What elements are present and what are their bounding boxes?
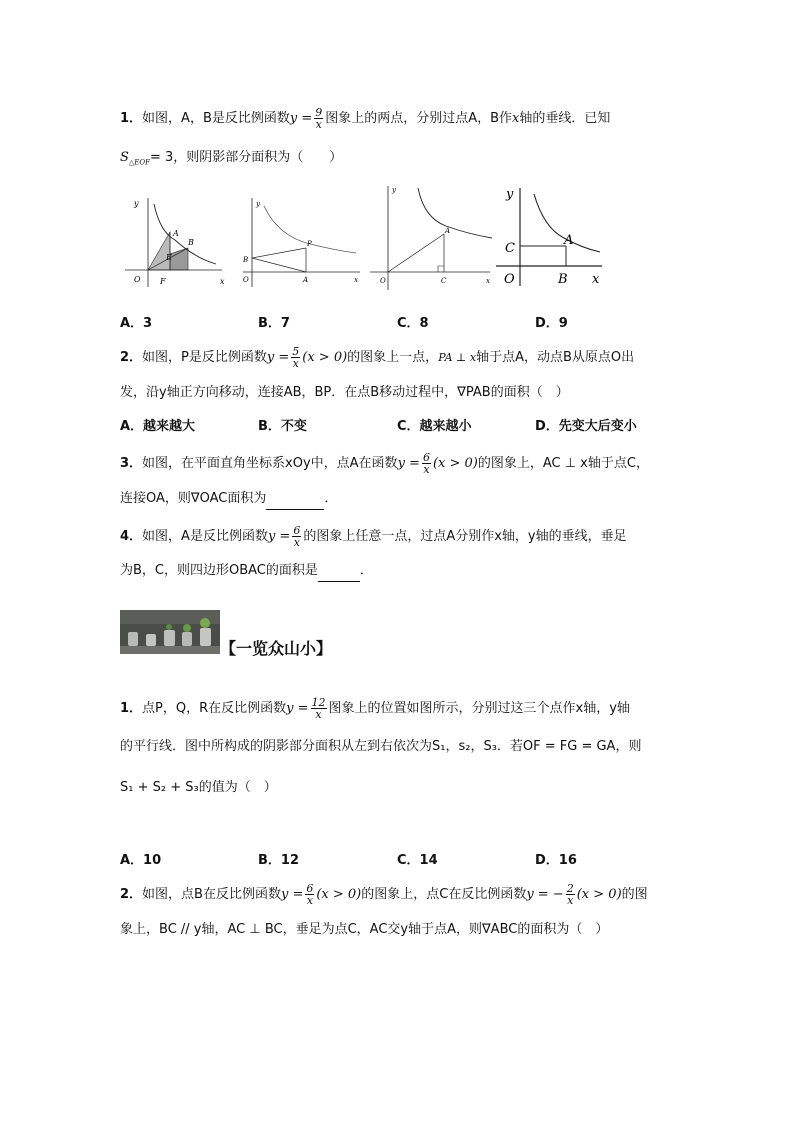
p1-option-a: A．10 xyxy=(120,853,162,868)
label-x: x xyxy=(354,276,358,284)
p1-line3: S₁ + S₂ + S₃的值为（ ） xyxy=(120,780,277,795)
q1-frac-num: 9 xyxy=(315,106,323,119)
label-o: O xyxy=(134,275,141,284)
q3-number: 3． xyxy=(120,456,143,471)
q3-cond: (x > 0) xyxy=(432,456,478,471)
q4-frac-den: x xyxy=(293,536,300,549)
q3-fraction xyxy=(422,452,431,475)
q2-option-b: B．不变 xyxy=(258,419,307,434)
label-y: y xyxy=(392,186,396,194)
label-f: F xyxy=(160,277,166,286)
p1-text-a: 点P，Q，R在反比例函数 xyxy=(142,701,287,716)
p2-text-b: 的图象上，点C在反比例函数 xyxy=(361,887,527,902)
label-b: B xyxy=(243,256,249,264)
right-angle-mark xyxy=(438,266,444,272)
p1-number: 1． xyxy=(120,701,143,716)
label-p: P xyxy=(307,240,312,248)
q3-line2 xyxy=(120,489,337,510)
q1-figure-2 xyxy=(238,192,363,292)
q2-option-a: A．越来越大 xyxy=(120,419,196,434)
q2-text-b: 的图象上一点， xyxy=(347,350,439,365)
label-y: y xyxy=(506,187,514,202)
jars-illustration-icon xyxy=(120,610,220,654)
p2-frac-num: 6 xyxy=(306,882,314,895)
label-a: A xyxy=(564,233,574,248)
p2-text-a: 如图，点B在反比例函数 xyxy=(142,887,281,902)
p1-frac-num: 12 xyxy=(311,696,326,709)
p2-frac-den: x xyxy=(306,894,313,907)
label-b: B xyxy=(558,272,568,287)
q1-option-a: A．3 xyxy=(120,316,153,331)
q1-fraction xyxy=(314,107,323,130)
p1-frac-den: x xyxy=(315,708,322,721)
label-x: x xyxy=(592,272,600,287)
hyperbola xyxy=(418,188,492,238)
p2-line2: 象上，BC // y轴，AC ⊥ BC，垂足为点C，AC交y轴于点A，则∇ABC的面积为（ ） xyxy=(120,922,609,937)
label-y: y xyxy=(134,199,139,208)
q2-pa: PA ⊥ x xyxy=(438,351,477,364)
label-x: x xyxy=(486,277,490,285)
q2-text-c: 轴于点A，动点B从原点O出 xyxy=(476,350,635,365)
p1-text-b: 图象上的位置如图所示，分别过这三个点作x轴，y轴 xyxy=(328,701,630,716)
label-b: B xyxy=(188,238,194,247)
p1-option-c: C．14 xyxy=(397,853,438,868)
q1-axis-x: x xyxy=(512,111,520,126)
segment-oa xyxy=(388,234,444,272)
p2-cond2: (x > 0) xyxy=(576,887,622,902)
q2-fraction xyxy=(291,346,300,369)
section-title: 【一览众山小】 xyxy=(220,639,333,658)
segment-ba xyxy=(252,258,306,272)
q1-text-c: 轴的垂线．已知 xyxy=(519,111,611,126)
q2-cond: (x > 0) xyxy=(302,350,348,365)
p1-line2: 的平行线．图中所构成的阴影部分面积从左到右依次为S₁，s₂，S₃．若OF = FG = GA，则 xyxy=(120,739,642,754)
q4-text-a: 如图，A是反比例函数 xyxy=(142,529,268,544)
label-o: O xyxy=(243,276,249,284)
p2-cond: (x > 0) xyxy=(316,887,362,902)
q4-number: 4． xyxy=(120,529,143,544)
p1-func-y: y = xyxy=(286,701,309,716)
q4-line1 xyxy=(120,525,627,548)
label-a: A xyxy=(445,227,451,235)
label-o: O xyxy=(380,277,386,285)
p1-fraction xyxy=(311,697,327,720)
q2-text-a: 如图，P是反比例函数 xyxy=(142,350,267,365)
p2-number: 2． xyxy=(120,887,143,902)
q4-line2-text: 为B，C，则四边形OBAC的面积是 xyxy=(120,563,318,578)
shaded-trapezoid xyxy=(170,248,188,270)
label-a: A xyxy=(173,229,179,238)
q3-frac-den: x xyxy=(423,463,430,476)
label-y: y xyxy=(256,200,260,208)
q1-figure-3 xyxy=(368,182,496,294)
q3-text-b: 的图象上，AC ⊥ x轴于点C， xyxy=(477,456,649,471)
q3-line2-end: ． xyxy=(324,491,338,506)
q4-func-y: y = xyxy=(267,529,291,544)
q3-func-y: y = xyxy=(397,456,420,471)
q2-option-d: D．先变大后变小 xyxy=(535,419,637,434)
p1-option-b: B．12 xyxy=(258,853,299,868)
q4-line2 xyxy=(120,561,373,582)
p1-line1 xyxy=(120,697,630,720)
q1-func-y: y = xyxy=(289,111,313,126)
q2-line1 xyxy=(120,346,634,369)
q2-line2: 发，沿y轴正方向移动，连接AB，BP．在点B移动过程中，∇PAB的面积（ ） xyxy=(120,385,569,400)
q1-text-a: 如图，A，B是反比例函数 xyxy=(142,111,290,126)
label-a: A xyxy=(303,276,309,284)
q2-number: 2． xyxy=(120,350,143,365)
p2-func-y: y = xyxy=(280,887,304,902)
q1-figure-1 xyxy=(120,192,230,292)
p2-frac-num2: 2 xyxy=(566,882,574,895)
q1-text-b: 图象上的两点，分别过点A，B作 xyxy=(325,111,513,126)
section-banner-image xyxy=(120,610,220,654)
q1-number: 1． xyxy=(120,111,143,126)
q1-s-val: = 3，则阴影部分面积为（ ） xyxy=(150,150,343,165)
q4-frac-num: 6 xyxy=(293,524,301,537)
label-e: E xyxy=(166,253,172,262)
p2-fraction-2 xyxy=(566,883,575,906)
p2-frac-den2: x xyxy=(567,894,574,907)
q1-frac-den: x xyxy=(315,118,322,131)
q2-option-c: C．越来越小 xyxy=(397,419,472,434)
q2-frac-den: x xyxy=(292,357,299,370)
p2-fraction xyxy=(305,883,314,906)
q3-line1 xyxy=(120,452,649,475)
q1-option-c: C．8 xyxy=(397,316,429,331)
q1-line2 xyxy=(120,148,342,173)
q1-figure-4 xyxy=(494,182,606,290)
q4-line2-end: ． xyxy=(359,563,373,578)
q4-fraction xyxy=(292,525,301,548)
q4-answer-blank[interactable] xyxy=(318,561,360,582)
p2-line1 xyxy=(120,883,648,906)
q1-line1 xyxy=(120,107,610,130)
q3-answer-blank[interactable] xyxy=(266,489,324,510)
p2-text-c: 的图 xyxy=(621,887,648,902)
q3-line2-text: 连接OA，则∇OAC面积为 xyxy=(120,491,267,506)
segment-bp xyxy=(252,248,306,258)
q1-option-d: D．9 xyxy=(535,316,568,331)
label-o: O xyxy=(504,272,515,287)
label-c: C xyxy=(441,277,447,285)
q2-func-y: y = xyxy=(266,350,290,365)
label-x: x xyxy=(220,277,225,286)
q1-s-sub: △EOF xyxy=(128,158,150,167)
q1-s-label: S xyxy=(120,150,129,165)
p1-option-d: D．16 xyxy=(535,853,577,868)
p2-func-y2: y = − xyxy=(526,887,564,902)
q4-text-b: 的图象上任意一点，过点A分别作x轴，y轴的垂线，垂足 xyxy=(303,529,627,544)
q1-option-b: B．7 xyxy=(258,316,290,331)
q3-frac-num: 6 xyxy=(422,451,430,464)
q3-text-a: 如图，在平面直角坐标系xOy中，点A在函数 xyxy=(142,456,398,471)
label-c: C xyxy=(505,241,515,256)
q2-frac-num: 5 xyxy=(292,345,300,358)
